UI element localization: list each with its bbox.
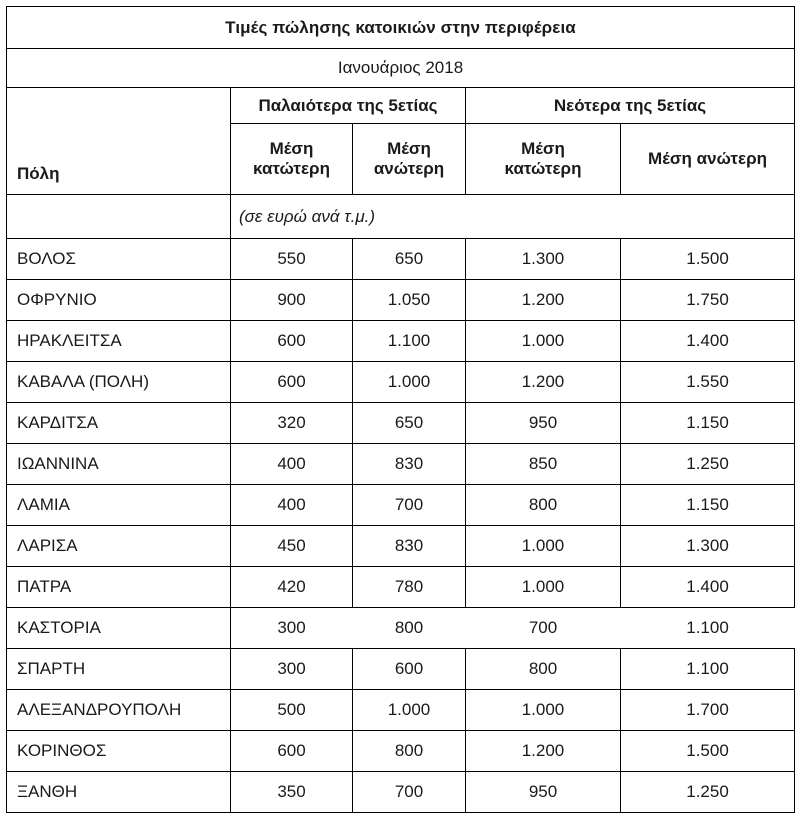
cell-newer-high: 1.250: [621, 772, 795, 813]
cell-newer-high: 1.700: [621, 690, 795, 731]
cell-city: ΗΡΑΚΛΕΙΤΣΑ: [7, 321, 231, 362]
cell-city: ΑΛΕΞΑΝΔΡΟΥΠΟΛΗ: [7, 690, 231, 731]
column-header-older-high-line2: ανώτερη: [373, 159, 445, 178]
cell-older-high: 1.050: [353, 280, 466, 321]
cell-city: ΛΑΜΙΑ: [7, 485, 231, 526]
group-header-older: Παλαιότερα της 5ετίας: [231, 88, 466, 124]
cell-newer-low: 800: [466, 649, 621, 690]
table-row: [7, 690, 795, 731]
cell-older-low: 600: [231, 362, 353, 403]
cell-newer-low: 700: [466, 608, 621, 649]
cell-newer-low: 1.000: [466, 321, 621, 362]
cell-newer-low: 950: [466, 403, 621, 444]
cell-older-high: 780: [353, 567, 466, 608]
cell-newer-low: 1.200: [466, 280, 621, 321]
cell-city: ΚΑΡΔΙΤΣΑ: [7, 403, 231, 444]
cell-city: ΚΑΒΑΛΑ (ΠΟΛΗ): [7, 362, 231, 403]
cell-older-high: 830: [353, 526, 466, 567]
cell-older-low: 300: [231, 649, 353, 690]
group-header-newer: Νεότερα της 5ετίας: [466, 88, 795, 124]
cell-older-high: 600: [353, 649, 466, 690]
column-header-newer-high: Μέση ανώτερη: [621, 124, 795, 195]
table-row: [7, 444, 795, 485]
cell-city: ΞΑΝΘΗ: [7, 772, 231, 813]
cell-newer-low: 850: [466, 444, 621, 485]
cell-newer-high: 1.250: [621, 444, 795, 485]
table-row: [7, 280, 795, 321]
cell-older-high: 800: [353, 731, 466, 772]
column-header-older-high: [353, 124, 466, 195]
column-header-newer-low-line2: κατώτερη: [504, 159, 582, 178]
cell-older-low: 400: [231, 485, 353, 526]
cell-newer-low: 800: [466, 485, 621, 526]
cell-newer-high: 1.500: [621, 239, 795, 280]
cell-newer-low: 1.000: [466, 690, 621, 731]
cell-older-low: 300: [231, 608, 353, 649]
cell-newer-high: 1.750: [621, 280, 795, 321]
cell-city: ΒΟΛΟΣ: [7, 239, 231, 280]
cell-older-low: 350: [231, 772, 353, 813]
cell-newer-high: 1.550: [621, 362, 795, 403]
table-row: [7, 362, 795, 403]
cell-city: ΠΑΤΡΑ: [7, 567, 231, 608]
cell-older-low: 420: [231, 567, 353, 608]
cell-older-high: 800: [353, 608, 466, 649]
title-row: [7, 7, 795, 49]
cell-older-low: 450: [231, 526, 353, 567]
cell-city: ΛΑΡΙΣΑ: [7, 526, 231, 567]
column-header-city: Πόλη: [7, 124, 231, 195]
cell-newer-low: 1.200: [466, 362, 621, 403]
column-header-older-low-line1: Μέση: [269, 139, 314, 159]
cell-older-high: 650: [353, 403, 466, 444]
units-note: (σε ευρώ ανά τ.μ.): [231, 195, 795, 239]
group-header-city-spacer: [7, 88, 231, 124]
cell-newer-high: 1.400: [621, 567, 795, 608]
table-row: [7, 526, 795, 567]
column-header-row: [7, 124, 795, 195]
cell-older-high: 830: [353, 444, 466, 485]
column-header-newer-low: [466, 124, 621, 195]
price-table: [6, 6, 795, 813]
cell-older-high: 700: [353, 772, 466, 813]
cell-older-low: 900: [231, 280, 353, 321]
table-row: [7, 649, 795, 690]
table-row: [7, 239, 795, 280]
cell-city: ΣΠΑΡΤΗ: [7, 649, 231, 690]
cell-newer-high: 1.100: [621, 608, 795, 649]
column-header-older-low: [231, 124, 353, 195]
table-row: [7, 485, 795, 526]
column-header-older-high-line1: Μέση: [387, 139, 431, 159]
cell-newer-high: 1.150: [621, 403, 795, 444]
cell-city: ΙΩΑΝΝΙΝΑ: [7, 444, 231, 485]
group-header-row: [7, 88, 795, 124]
cell-newer-low: 950: [466, 772, 621, 813]
cell-newer-low: 1.200: [466, 731, 621, 772]
table-row: [7, 403, 795, 444]
cell-older-high: 1.100: [353, 321, 466, 362]
table-row: [7, 772, 795, 813]
table-subtitle: Ιανουάριος 2018: [7, 49, 795, 88]
cell-newer-low: 1.300: [466, 239, 621, 280]
column-header-newer-low-line1: Μέση: [521, 139, 565, 159]
cell-city: ΚΟΡΙΝΘΟΣ: [7, 731, 231, 772]
cell-newer-low: 1.000: [466, 567, 621, 608]
table-row: [7, 731, 795, 772]
cell-older-high: 1.000: [353, 690, 466, 731]
table-row: [7, 567, 795, 608]
units-note-city-spacer: [7, 195, 231, 239]
cell-older-low: 500: [231, 690, 353, 731]
cell-older-low: 600: [231, 731, 353, 772]
cell-older-low: 400: [231, 444, 353, 485]
table-title: Τιμές πώλησης κατοικιών στην περιφέρεια: [7, 7, 795, 49]
cell-older-high: 650: [353, 239, 466, 280]
table-body: [7, 7, 795, 813]
cell-older-low: 600: [231, 321, 353, 362]
cell-older-low: 320: [231, 403, 353, 444]
cell-newer-low: 1.000: [466, 526, 621, 567]
cell-city: ΟΦΡΥΝΙΟ: [7, 280, 231, 321]
column-header-older-low-line2: κατώτερη: [253, 159, 330, 178]
units-note-row: [7, 195, 795, 239]
table-row: [7, 321, 795, 362]
cell-older-high: 700: [353, 485, 466, 526]
cell-city: ΚΑΣΤΟΡΙΑ: [7, 608, 231, 649]
cell-older-high: 1.000: [353, 362, 466, 403]
cell-older-low: 550: [231, 239, 353, 280]
table-row: [7, 608, 795, 649]
cell-newer-high: 1.150: [621, 485, 795, 526]
cell-newer-high: 1.300: [621, 526, 795, 567]
cell-newer-high: 1.500: [621, 731, 795, 772]
cell-newer-high: 1.100: [621, 649, 795, 690]
subtitle-row: [7, 49, 795, 88]
cell-newer-high: 1.400: [621, 321, 795, 362]
